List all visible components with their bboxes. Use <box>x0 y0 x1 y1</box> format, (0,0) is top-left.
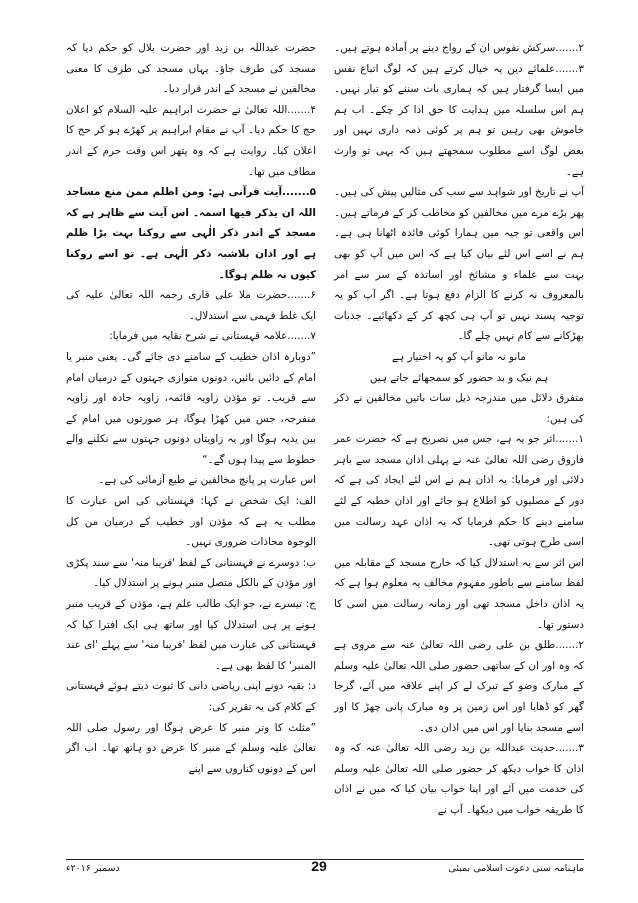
paragraph: ۱.......اثر جو یہ ہے، جس میں تصریح ہے کہ حضرت عمر فاروق رضی اللہ تعالیٰ عنہ نے پہلی اذان مسجد سے باہر دلائی اور فرمایا: یہ اذان ہم نے اس لئے ایجاد کی ہے کہ دور کے مصلیوں کو اطلاع ہو جائے اور اذان خطبہ کے لئے سامنے دینے کا حکم فرمایا کہ یہ اذان عہد رسالت میں اسی طرح ہوتی تھی۔ <box>334 433 584 549</box>
paragraph: آپ نے تاریخ اور شواہد سے سب کی مثالیں پیش کی ہیں۔ پھر بڑے مرے میں مخالفین کو مخاطب کر کے فرماتے ہیں۔ اس واقعی تو جیہ میں ہمارا کوئی فائدہ اٹھانا ہی ہے۔ ہم نے اسے اس لئے بیان کیا ہے کہ اس میں آپ کو بھی بہت سے علماء و مشائخ اور اساتذہ کے سر سے امر بالمعروف نہ کرنے کا الزام دفع ہوتا ہے۔ اگر آپ کو یہ توجیہ پسند نہیں تو آپ ہی کچھ کر کے دکھائیے۔ جذبات بھڑکانے سے کام نہیں چلے گا۔ <box>334 186 584 343</box>
left-column <box>66 38 316 779</box>
verse-line: مانو نہ مانو آپ کو یہ اختیار ہے <box>392 350 526 363</box>
paragraph: اس اثر سے یہ استدلال کیا کہ خارج مسجد کے مقابلہ میں لفظ سامنے سے باطور مفہوم مخالف یہ معلوم ہوا ہے کہ یہ اذان داخل مسجد تھی اور زمانہ رسالت میں اسی کا دستور تھا۔ <box>334 556 584 631</box>
footer-journal-name: ماہنامہ سنی دعوت اسلامی بمبئی <box>448 863 584 874</box>
paragraph: ۲.......سرکش نفوس ان کے رواج دینے پر آمادہ ہوتے ہیں۔ <box>334 42 584 54</box>
paragraph: اس عبارت پر پانچ مخالفین نے طبع آزمائی کی ہے۔ <box>98 474 316 487</box>
quotation: ”مثلث کا وتر منبر کا عرض ہوگا اور رسول صلی اللہ تعالیٰ علیہ وسلم کے منبر کا عرض دو ہاتھ تھا۔ اب اگر اس کے دونوں کناروں سے اپنے <box>66 721 316 775</box>
paragraph: حضرت عبداللہ بن زید اور حضرت بلال کو حکم دیا کہ مسجد کی طرف جاؤ۔ یہاں مسجد کی طرف کا معنی مخالفین نے مسجد کے اندر قرار دیا۔ <box>66 42 316 96</box>
paragraph: ۷.......علامہ قہستانی نے شرح نقایہ میں فرمایا: <box>109 330 316 343</box>
paragraph: ۳.......حدیث عبداللہ بن زید رضی اللہ تعالیٰ عنہ کہ وہ اذان کا خواب دیکھ کر حضور صلی اللہ تعالیٰ علیہ وسلم کی خدمت میں آئے اور اپنا خواب بیان کیا کہ میں نے اذان کا طریقہ خواب میں دیکھا۔ آپ نے <box>334 742 584 816</box>
paragraph: ب: دوسرے نے قہستانی کے لفظ 'قریبا منہ' سے سند پکڑی اور مؤذن کے بالکل متصل منبر ہونے پر استدلال کیا۔ <box>66 556 316 590</box>
right-column <box>334 38 584 821</box>
paragraph: ۶.......حضرت ملا علی قاری رحمہ اللہ تعالیٰ علیہ کی ایک غلط فہمی سے استدلال۔ <box>66 289 316 322</box>
quranic-verse-paragraph: ۵.......آیت قرآنی ہے: ومن اظلم ممن منع مساجد اللہ ان یذکر فیھا اسمہ۔ اس آیت سے ظاہر ہے کہ مسجد کے اندر ذکر الٰہی سے روکنا بہت بڑا ظلم ہے اور اذان بلاشبہ ذکر الٰہی ہے۔ تو اسے روکنا کیوں نہ ظلم ہوگا۔ <box>66 186 316 281</box>
paragraph: متفرق دلائل میں مندرجہ ذیل سات باتیں مخالفین نے ذکر کی ہیں: <box>334 392 584 425</box>
footer-date: دسمبر ۲۰۱۶ء <box>66 863 120 874</box>
paragraph: ج: تیسرے نے، جو ایک طالب علم ہے، مؤذن کے قریب منبر ہونے پر ہی استدلال کیا اور ساتھ ہی ایک افترا کیا کہ قہستانی کی عبارت میں لفظ 'قریبا منہ' سے پہلے 'ای عند المنبر' کا لفظ بھی ہے۔ <box>66 598 316 672</box>
page-number: 29 <box>311 858 327 874</box>
paragraph: د: بقیہ دونے اپنی ریاضی دانی کا ثبوت دیتے ہوئے قہستانی کے کلام کی یہ تقریر کی: <box>66 680 316 713</box>
quotation: ”دوبارہ اذان خطیب کے سامنے دی جائے گی۔ یعنی منبر یا امام کے دائیں بائیں، دونوں متوازی جہتوں کے درمیان امام سے قریب۔ تو مؤذن زاویہ قائمہ، زاویہ حادہ اور زاویہ منفرجہ، جس میں کھڑا ہوگا، ہر صورتوں میں امام کے بین یدیہ ہوگا اور یہ زاویتاں دونوں جہتوں سے نکلنے والے خطوط سے پیدا ہوں گے۔“ <box>66 350 316 466</box>
paragraph: ۳.......علمائے دین یہ خیال کرتے ہیں کہ لوگ اتباع نفس میں ایسا گرفتار ہیں کہ ہماری بات سننے کو تیار نہیں۔ ہم اس سلسلہ میں ہدایت کا حق ادا کر چکے۔ اب ہم خاموش بھی رہیں تو ہم پر کوئی ذمہ داری نہیں اور بعض لوگ اسے مطلوب سمجھتے ہیں کہ یہی تو وارث ہے۔ <box>334 62 584 178</box>
paragraph: ۲.......طلق بن علی رضی اللہ تعالیٰ عنہ سے مروی ہے کہ وہ اور ان کے ساتھی حضور صلی اللہ تعالیٰ علیہ وسلم کے مبارک وضو کے تبرک لے کر اپنے علاقہ میں آئے، گرجا گھر کو ڈھایا اور اس زمین پر وہ مبارک پانی چھڑ کا اور اسے مسجد بنایا اور اس میں اذان دی۔ <box>334 639 584 734</box>
verse-line: ہم نیک و بد حضور کو سمجھائے جاتے ہیں <box>369 371 549 384</box>
paragraph: الف: ایک شخص نے کہا: قہستانی کی اس عبارت کا مطلب یہ ہے کہ مؤذن اور خطیب کے درمیان من کل الوجوہ محاذات ضروری نہیں۔ <box>66 495 316 549</box>
paragraph: ۴.......اللہ تعالیٰ نے حضرت ابراہیم علیہ السلام کو اعلان حج کا حکم دیا۔ آپ نے مقام ابراہیم پر کھڑے ہو کر حج کا اعلان کیا۔ روایت ہے کہ وہ پتھر اس وقت حرم کے اندر مطاف میں تھا۔ <box>66 103 316 178</box>
